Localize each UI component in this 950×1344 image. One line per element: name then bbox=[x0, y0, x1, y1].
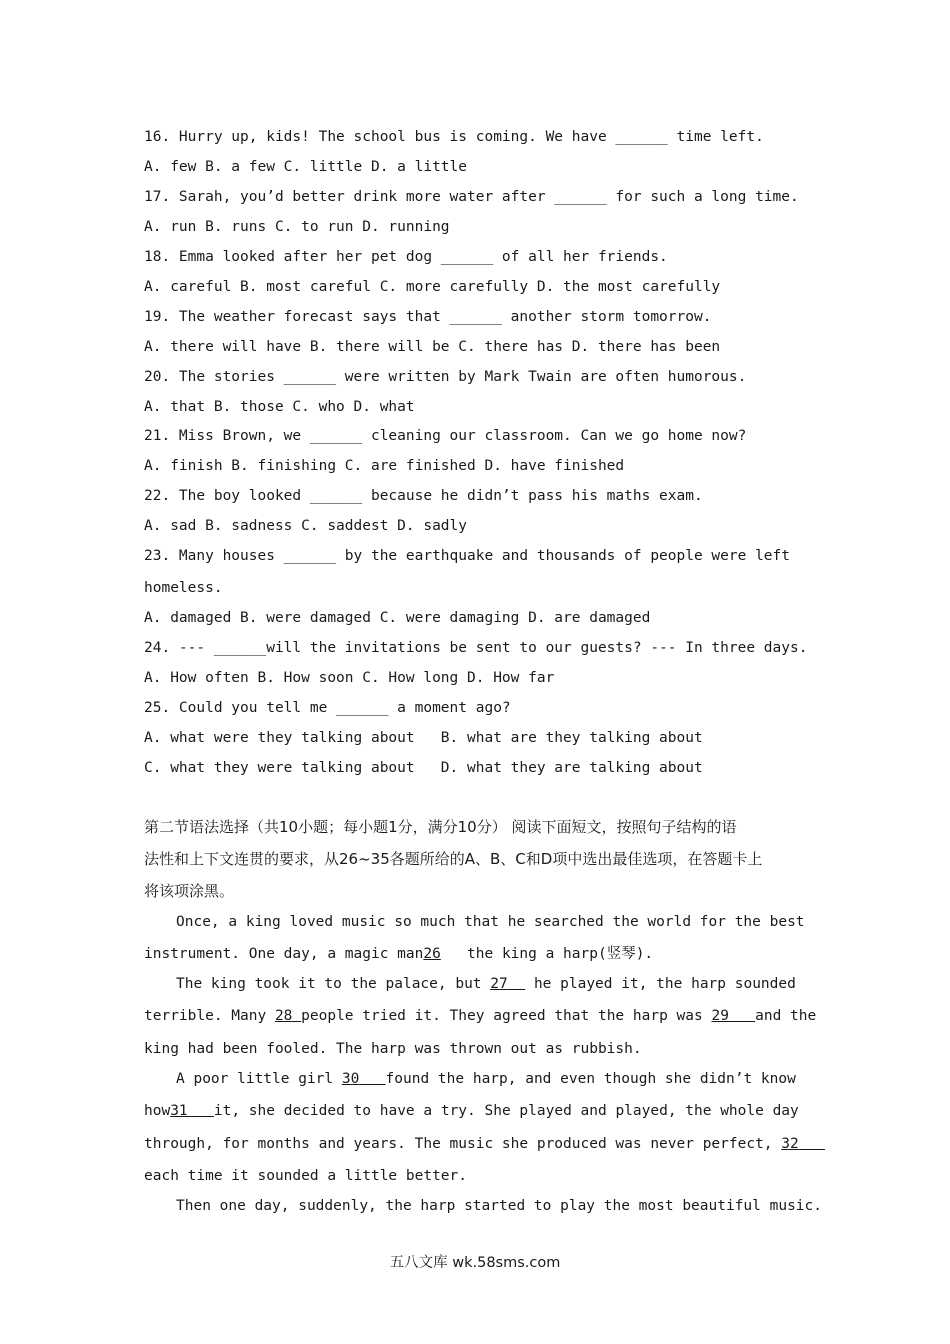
options-24: A. How often B. How soon C. How long D. How far bbox=[144, 670, 555, 686]
options-18: A. careful B. most careful C. more carefully D. the most carefully bbox=[144, 279, 721, 295]
options-25-ab: A. what were they talking about B. what are they talking about bbox=[144, 730, 703, 746]
options-20: A. that B. those C. who D. what bbox=[144, 399, 415, 415]
section-heading-line-2: 法性和上下文连贯的要求，从26~35各题所给的A、B、C和D项中选出最佳选项，在答题卡上 bbox=[144, 850, 763, 868]
passage-line: king had been fooled. The harp was thrown out as rubbish. bbox=[144, 1041, 642, 1057]
footer-watermark: 五八文库 wk.58sms.com bbox=[389, 1255, 561, 1271]
section-heading-line-1: 第二节语法选择（共10小题；每小题1分，满分10分） 阅读下面短文，按照句子结构的语 bbox=[144, 818, 737, 836]
question-23-cont: homeless. bbox=[144, 580, 223, 596]
blank-31: 31 bbox=[170, 1103, 188, 1119]
options-16: A. few B. a few C. little D. a little bbox=[144, 159, 468, 175]
question-18: 18. Emma looked after her pet dog ______ of all her friends. bbox=[144, 249, 668, 265]
options-21: A. finish B. finishing C. are finished D. have finished bbox=[144, 458, 625, 474]
question-21: 21. Miss Brown, we ______ cleaning our classroom. Can we go home now? bbox=[144, 428, 747, 444]
section-heading-line-3: 将该项涂黑。 bbox=[144, 882, 235, 900]
question-24: 24. --- ______will the invitations be sent to our guests? --- In three days. bbox=[144, 640, 808, 656]
options-25-cd: C. what they were talking about D. what they are talking about bbox=[144, 760, 703, 776]
passage-line: terrible. Many 28 people tried it. They agreed that the harp was 29 and the bbox=[144, 1008, 817, 1024]
passage-line: how31 it, she decided to have a try. She played and played, the whole day bbox=[144, 1103, 799, 1119]
passage-line: instrument. One day, a magic man26 the king a harp(竖琴). bbox=[144, 946, 654, 962]
question-23: 23. Many houses ______ by the earthquake and thousands of people were left bbox=[144, 548, 791, 564]
question-19: 19. The weather forecast says that ______ another storm tomorrow. bbox=[144, 309, 712, 325]
blank-30: 30 bbox=[341, 1071, 360, 1087]
options-23: A. damaged B. were damaged C. were damaging D. are damaged bbox=[144, 610, 651, 626]
passage-line: The king took it to the palace, but 27 he played it, the harp sounded bbox=[176, 976, 796, 992]
question-17: 17. Sarah, you’d better drink more water after ______ for such a long time. bbox=[144, 189, 799, 205]
question-16: 16. Hurry up, kids! The school bus is coming. We have ______ time left. bbox=[144, 129, 764, 145]
passage-line: Once, a king loved music so much that he searched the world for the best bbox=[176, 914, 805, 930]
question-25: 25. Could you tell me ______ a moment ago? bbox=[144, 700, 511, 716]
question-22: 22. The boy looked ______ because he didn’t pass his maths exam. bbox=[144, 488, 703, 504]
blank-28: 28 bbox=[274, 1008, 293, 1024]
options-22: A. sad B. sadness C. saddest D. sadly bbox=[144, 518, 468, 534]
options-17: A. run B. runs C. to run D. running bbox=[144, 219, 450, 235]
passage-line: A poor little girl 30 found the harp, and even though she didn’t know bbox=[176, 1071, 796, 1087]
question-20: 20. The stories ______ were written by Mark Twain are often humorous. bbox=[144, 369, 747, 385]
passage-line: through, for months and years. The music she produced was never perfect, 32 bbox=[144, 1136, 799, 1152]
blank-29: 29 bbox=[711, 1008, 729, 1024]
options-19: A. there will have B. there will be C. there has D. there has been bbox=[144, 339, 721, 355]
blank-32: 32 bbox=[781, 1136, 799, 1152]
blank-26: 26 bbox=[423, 946, 441, 962]
passage-line: Then one day, suddenly, the harp started to play the most beautiful music. bbox=[176, 1198, 823, 1214]
blank-27: 27 bbox=[490, 976, 508, 992]
passage-line: each time it sounded a little better. bbox=[144, 1168, 468, 1184]
